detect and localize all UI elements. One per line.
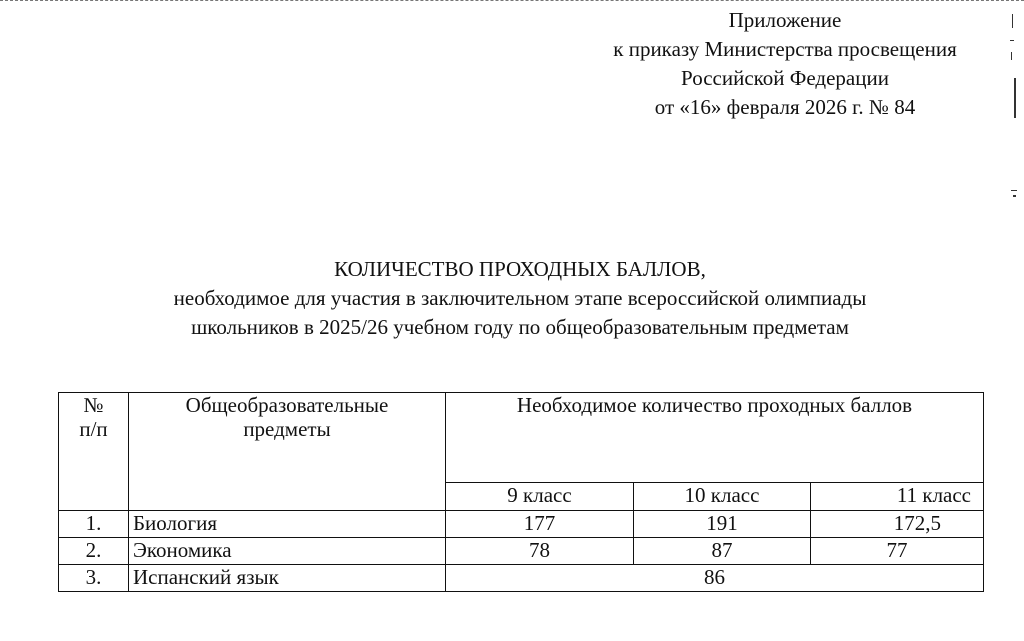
- table-row: [59, 565, 984, 592]
- grade-9-header: 9 класс: [446, 483, 634, 511]
- table-row: [59, 511, 984, 538]
- score-grade-10: 191: [634, 511, 811, 538]
- grade-10-header: 10 класс: [634, 483, 811, 511]
- header-scores-group: Необходимое количество проходных баллов: [446, 393, 984, 483]
- header-number: № п/п: [59, 393, 129, 511]
- score-grade-10: 87: [634, 538, 811, 565]
- appendix-title: Приложение: [728, 8, 842, 32]
- score-grade-11: 77: [811, 538, 984, 565]
- table-row: [59, 538, 984, 565]
- score-grade-9: 78: [446, 538, 634, 565]
- heading-subtitle-line1: необходимое для участия в заключительном этапе всероссийской олимпиады: [173, 286, 867, 310]
- heading-subtitle-line2: школьников в 2025/26 учебном году по общеобразовательным предметам: [191, 315, 849, 339]
- page-top-edge: [0, 0, 1024, 1]
- row-subject: Испанский язык: [129, 565, 446, 592]
- appendix-order-ref: к приказу Министерства просвещения: [613, 37, 957, 61]
- row-subject: Экономика: [129, 538, 446, 565]
- row-number: 1.: [59, 511, 129, 538]
- table-header-row: [59, 393, 984, 483]
- heading-title: КОЛИЧЕСТВО ПРОХОДНЫХ БАЛЛОВ,: [334, 257, 706, 281]
- header-subject: Общеобразовательные предметы: [129, 393, 446, 511]
- score-grade-11: 172,5: [811, 511, 984, 538]
- passing-scores-table: [58, 392, 984, 592]
- row-subject: Биология: [129, 511, 446, 538]
- appendix-federation: Российской Федерации: [681, 66, 889, 90]
- score-grade-9: 177: [446, 511, 634, 538]
- row-number: 2.: [59, 538, 129, 565]
- appendix-block: [520, 6, 1024, 122]
- grade-11-header: 11 класс: [811, 483, 984, 511]
- row-number: 3.: [59, 565, 129, 592]
- appendix-date-number: от «16» февраля 2026 г. № 84: [654, 95, 916, 119]
- document-heading: [0, 255, 1024, 342]
- score-all-grades: 86: [446, 565, 984, 592]
